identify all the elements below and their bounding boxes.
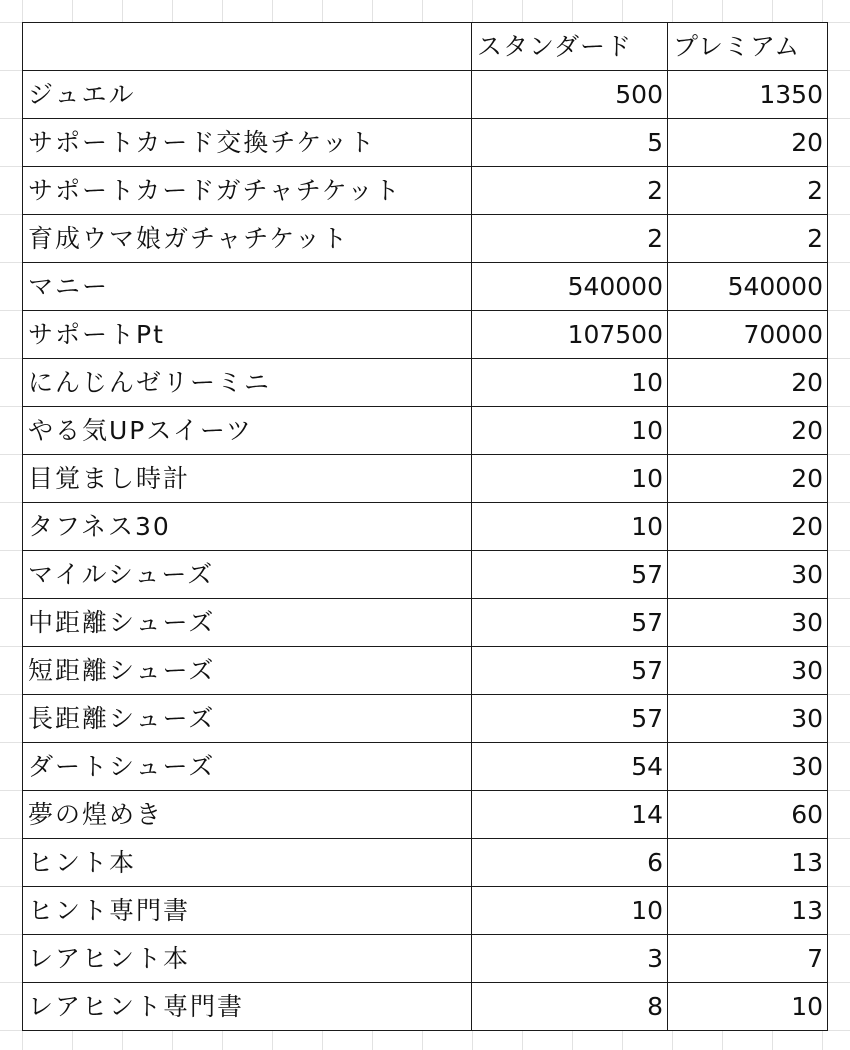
- table-row: [23, 935, 828, 983]
- item-name-cell[interactable]: タフネス30: [23, 503, 472, 551]
- item-name-cell[interactable]: マニー: [23, 263, 472, 311]
- table-row: [23, 455, 828, 503]
- standard-value-cell[interactable]: 57: [472, 599, 668, 647]
- premium-value-cell[interactable]: 2: [668, 167, 828, 215]
- standard-value-cell[interactable]: 3: [472, 935, 668, 983]
- standard-value-cell[interactable]: 10: [472, 407, 668, 455]
- item-name-cell[interactable]: サポートカードガチャチケット: [23, 167, 472, 215]
- premium-value-cell[interactable]: 20: [668, 359, 828, 407]
- premium-value-cell[interactable]: 13: [668, 887, 828, 935]
- premium-value-cell[interactable]: 30: [668, 599, 828, 647]
- standard-value-cell[interactable]: 107500: [472, 311, 668, 359]
- item-name-cell[interactable]: 目覚まし時計: [23, 455, 472, 503]
- item-name-cell[interactable]: サポートPt: [23, 311, 472, 359]
- table-row: [23, 407, 828, 455]
- premium-value-cell[interactable]: 30: [668, 647, 828, 695]
- table-row: [23, 695, 828, 743]
- table-row: [23, 215, 828, 263]
- standard-value-cell[interactable]: 10: [472, 359, 668, 407]
- table-row: [23, 983, 828, 1031]
- table-body: [23, 71, 828, 1031]
- table-row: [23, 791, 828, 839]
- standard-value-cell[interactable]: 540000: [472, 263, 668, 311]
- standard-value-cell[interactable]: 2: [472, 167, 668, 215]
- standard-value-cell[interactable]: 10: [472, 455, 668, 503]
- table-row: [23, 503, 828, 551]
- standard-value-cell[interactable]: 10: [472, 503, 668, 551]
- premium-value-cell[interactable]: 30: [668, 743, 828, 791]
- table-row: [23, 119, 828, 167]
- header-premium-cell[interactable]: プレミアム: [668, 23, 828, 71]
- premium-value-cell[interactable]: 10: [668, 983, 828, 1031]
- premium-value-cell[interactable]: 20: [668, 407, 828, 455]
- item-name-cell[interactable]: 長距離シューズ: [23, 695, 472, 743]
- item-name-cell[interactable]: レアヒント本: [23, 935, 472, 983]
- item-name-cell[interactable]: ジュエル: [23, 71, 472, 119]
- standard-value-cell[interactable]: 2: [472, 215, 668, 263]
- table-row: [23, 839, 828, 887]
- item-name-cell[interactable]: ヒント本: [23, 839, 472, 887]
- premium-value-cell[interactable]: 13: [668, 839, 828, 887]
- standard-value-cell[interactable]: 8: [472, 983, 668, 1031]
- item-name-cell[interactable]: やる気UPスイーツ: [23, 407, 472, 455]
- premium-value-cell[interactable]: 20: [668, 455, 828, 503]
- standard-value-cell[interactable]: 14: [472, 791, 668, 839]
- premium-value-cell[interactable]: 540000: [668, 263, 828, 311]
- table-row: [23, 647, 828, 695]
- item-name-cell[interactable]: にんじんゼリーミニ: [23, 359, 472, 407]
- item-name-cell[interactable]: 中距離シューズ: [23, 599, 472, 647]
- table-row: [23, 359, 828, 407]
- header-row: [23, 23, 828, 71]
- standard-value-cell[interactable]: 57: [472, 551, 668, 599]
- table-row: [23, 167, 828, 215]
- premium-value-cell[interactable]: 30: [668, 551, 828, 599]
- item-name-cell[interactable]: 育成ウマ娘ガチャチケット: [23, 215, 472, 263]
- item-name-cell[interactable]: マイルシューズ: [23, 551, 472, 599]
- premium-value-cell[interactable]: 30: [668, 695, 828, 743]
- header-standard-cell[interactable]: スタンダード: [472, 23, 668, 71]
- premium-value-cell[interactable]: 7: [668, 935, 828, 983]
- header-corner-cell[interactable]: [23, 23, 472, 71]
- standard-value-cell[interactable]: 5: [472, 119, 668, 167]
- standard-value-cell[interactable]: 57: [472, 695, 668, 743]
- standard-value-cell[interactable]: 54: [472, 743, 668, 791]
- premium-value-cell[interactable]: 2: [668, 215, 828, 263]
- item-name-cell[interactable]: 夢の煌めき: [23, 791, 472, 839]
- premium-value-cell[interactable]: 1350: [668, 71, 828, 119]
- table-row: [23, 311, 828, 359]
- item-name-cell[interactable]: ダートシューズ: [23, 743, 472, 791]
- standard-value-cell[interactable]: 500: [472, 71, 668, 119]
- item-name-cell[interactable]: ヒント専門書: [23, 887, 472, 935]
- premium-value-cell[interactable]: 20: [668, 503, 828, 551]
- premium-value-cell[interactable]: 20: [668, 119, 828, 167]
- premium-value-cell[interactable]: 70000: [668, 311, 828, 359]
- standard-value-cell[interactable]: 6: [472, 839, 668, 887]
- table-row: [23, 71, 828, 119]
- table-row: [23, 743, 828, 791]
- reward-comparison-table: [22, 22, 828, 1031]
- table-row: [23, 263, 828, 311]
- item-name-cell[interactable]: サポートカード交換チケット: [23, 119, 472, 167]
- table-row: [23, 599, 828, 647]
- table-row: [23, 551, 828, 599]
- item-name-cell[interactable]: レアヒント専門書: [23, 983, 472, 1031]
- standard-value-cell[interactable]: 57: [472, 647, 668, 695]
- standard-value-cell[interactable]: 10: [472, 887, 668, 935]
- table-row: [23, 887, 828, 935]
- premium-value-cell[interactable]: 60: [668, 791, 828, 839]
- item-name-cell[interactable]: 短距離シューズ: [23, 647, 472, 695]
